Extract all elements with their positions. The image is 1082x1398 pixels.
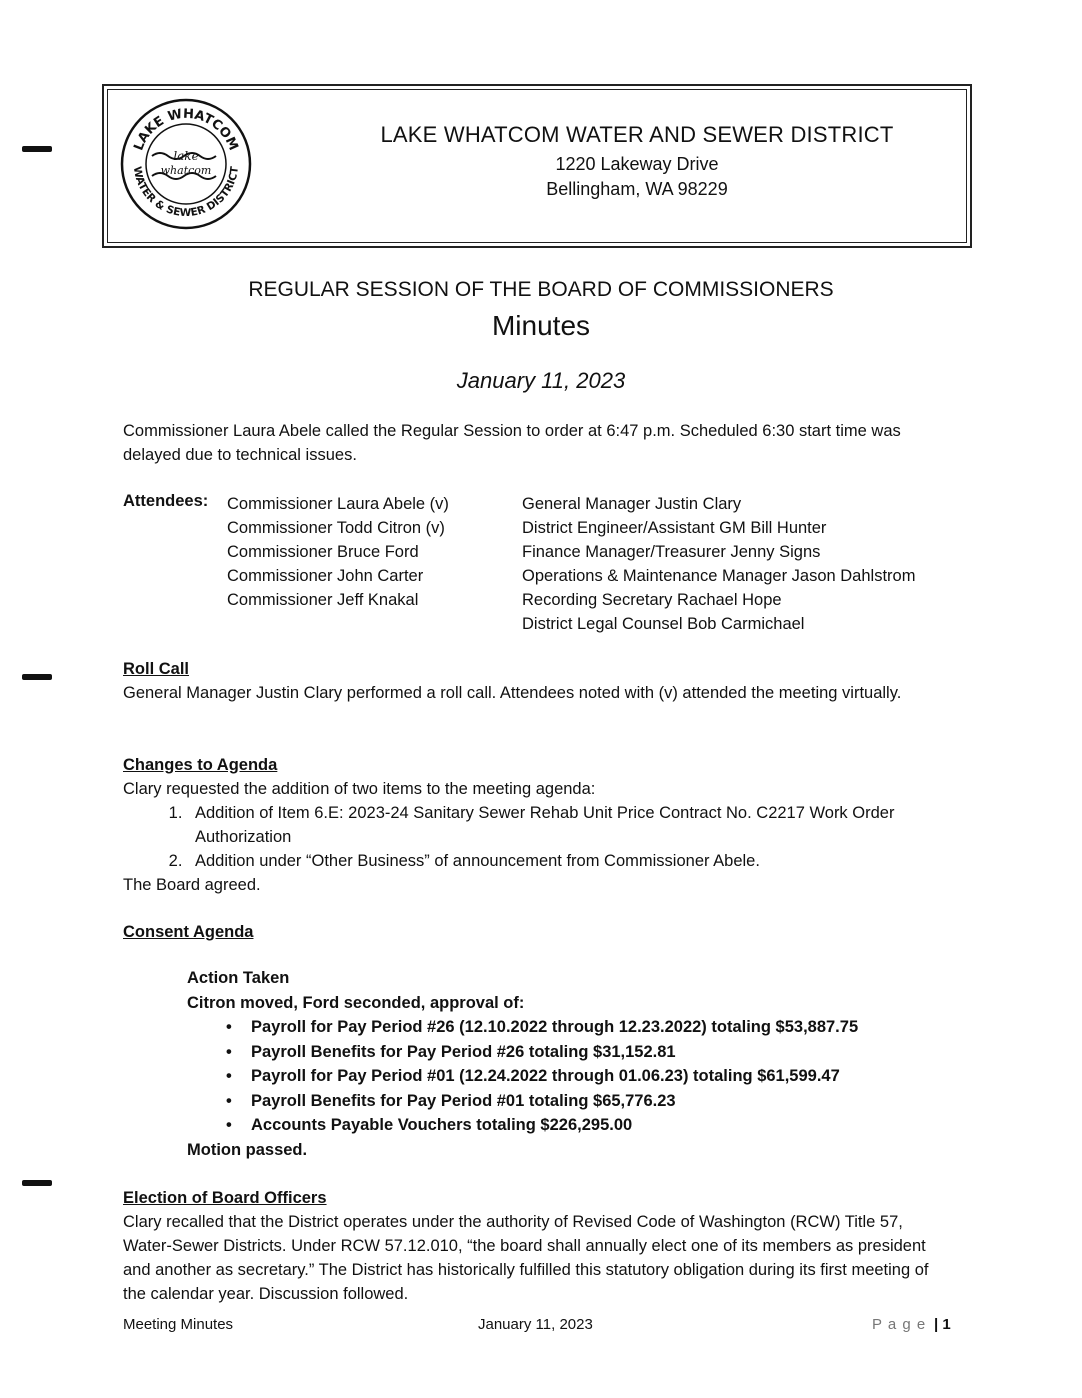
punch-mark-1	[22, 146, 52, 152]
attendee-staff: Finance Manager/Treasurer Jenny Signs	[522, 543, 821, 561]
roll-call-text: General Manager Justin Clary performed a roll call. Attendees noted with (v) attended the meeting virtually.	[123, 684, 902, 702]
org-name: LAKE WHATCOM WATER AND SEWER DISTRICT	[380, 122, 894, 147]
attendee-commissioner: Commissioner Laura Abele (v)	[227, 495, 449, 513]
attendee-staff: General Manager Justin Clary	[522, 495, 742, 513]
attendee-commissioner: Commissioner John Carter	[227, 567, 424, 585]
commissioners-list	[227, 492, 449, 612]
consent-heading: Consent Agenda	[123, 923, 254, 941]
punch-mark-2	[22, 674, 52, 680]
attendees-label: Attendees:	[123, 492, 209, 510]
attendee-commissioner: Commissioner Jeff Knakal	[227, 591, 419, 609]
svg-text:WATER & SEWER DISTRICT: WATER & SEWER DISTRICT	[130, 165, 242, 220]
punch-mark-3	[22, 1180, 52, 1186]
attendee-commissioner: Commissioner Todd Citron (v)	[227, 519, 445, 537]
changes-intro: Clary requested the addition of two items to the meeting agenda:	[123, 780, 596, 798]
org-city: Bellingham, WA 98229	[546, 179, 728, 199]
session-title: REGULAR SESSION OF THE BOARD OF COMMISSIONERS	[248, 278, 834, 301]
attendee-staff: Recording Secretary Rachael Hope	[522, 591, 782, 609]
letterhead-box	[102, 84, 972, 248]
roll-call-heading: Roll Call	[123, 660, 190, 678]
consent-item: • Payroll for Pay Period #26 (12.10.2022 through 12.23.2022) totaling $53,887.75	[251, 1015, 858, 1040]
consent-item: • Payroll Benefits for Pay Period #26 totaling $31,152.81	[251, 1040, 858, 1065]
consent-heading-block	[123, 920, 953, 944]
changes-outro: The Board agreed.	[123, 876, 261, 894]
roll-call-section	[123, 657, 953, 705]
attendee-commissioner: Commissioner Bruce Ford	[227, 543, 419, 561]
svg-text:whatcom: whatcom	[160, 164, 212, 177]
agenda-additions-list	[123, 801, 953, 873]
motion-result: Motion passed.	[187, 1140, 308, 1159]
action-taken-label: Action Taken	[187, 969, 290, 987]
consent-item: • Accounts Payable Vouchers totaling $226,295.00	[251, 1113, 858, 1138]
footer-page-number: | 1	[934, 1316, 951, 1333]
election-section	[123, 1186, 953, 1306]
changes-heading: Changes to Agenda	[123, 756, 278, 774]
consent-motion: Citron moved, Ford seconded, approval of:	[187, 993, 525, 1012]
agenda-addition-item: 1. Addition of Item 6.E: 2023-24 Sanitary Sewer Rehab Unit Price Contract No. C2217 Work Order Authorization	[187, 801, 953, 849]
attendee-staff: District Legal Counsel Bob Carmichael	[522, 615, 805, 633]
letterhead-text	[104, 122, 970, 200]
consent-action-block	[187, 966, 858, 1162]
consent-item: • Payroll Benefits for Pay Period #01 totaling $65,776.23	[251, 1089, 858, 1114]
changes-section	[123, 753, 953, 897]
footer-page-label: P a g e	[872, 1316, 927, 1333]
footer-left: Meeting Minutes	[123, 1316, 234, 1333]
attendee-staff: District Engineer/Assistant GM Bill Hunter	[522, 519, 827, 537]
svg-text:lake: lake	[173, 149, 199, 163]
meeting-date: January 11, 2023	[456, 368, 626, 393]
intro-paragraph: Commissioner Laura Abele called the Regular Session to order at 6:47 p.m. Scheduled 6:30 start time was delayed due to technical issues.	[123, 422, 901, 464]
election-text: Clary recalled that the District operates under the authority of Revised Code of Washington (RCW) Title 57, Water-Sewer Districts. Under RCW 57.12.010, “the board shall annually elect one of its members as president and another as secretary.” The District has historically fulfilled this statutory obligation during its first meeting of the calendar year. Discussion followed.	[123, 1213, 929, 1303]
consent-items-list	[187, 1015, 858, 1138]
agenda-addition-item: 2. Addition under “Other Business” of announcement from Commissioner Abele.	[187, 849, 953, 873]
election-heading: Election of Board Officers	[123, 1189, 327, 1207]
document-title: Minutes	[491, 310, 591, 341]
staff-list	[522, 492, 915, 636]
consent-item: • Payroll for Pay Period #01 (12.24.2022 through 01.06.23) totaling $61,599.47	[251, 1064, 858, 1089]
attendee-staff: Operations & Maintenance Manager Jason Dahlstrom	[522, 567, 916, 585]
org-address: 1220 Lakeway Drive	[555, 154, 719, 174]
svg-text:LAKE WHATCOM: LAKE WHATCOM	[131, 106, 241, 153]
footer-date: January 11, 2023	[478, 1316, 593, 1333]
